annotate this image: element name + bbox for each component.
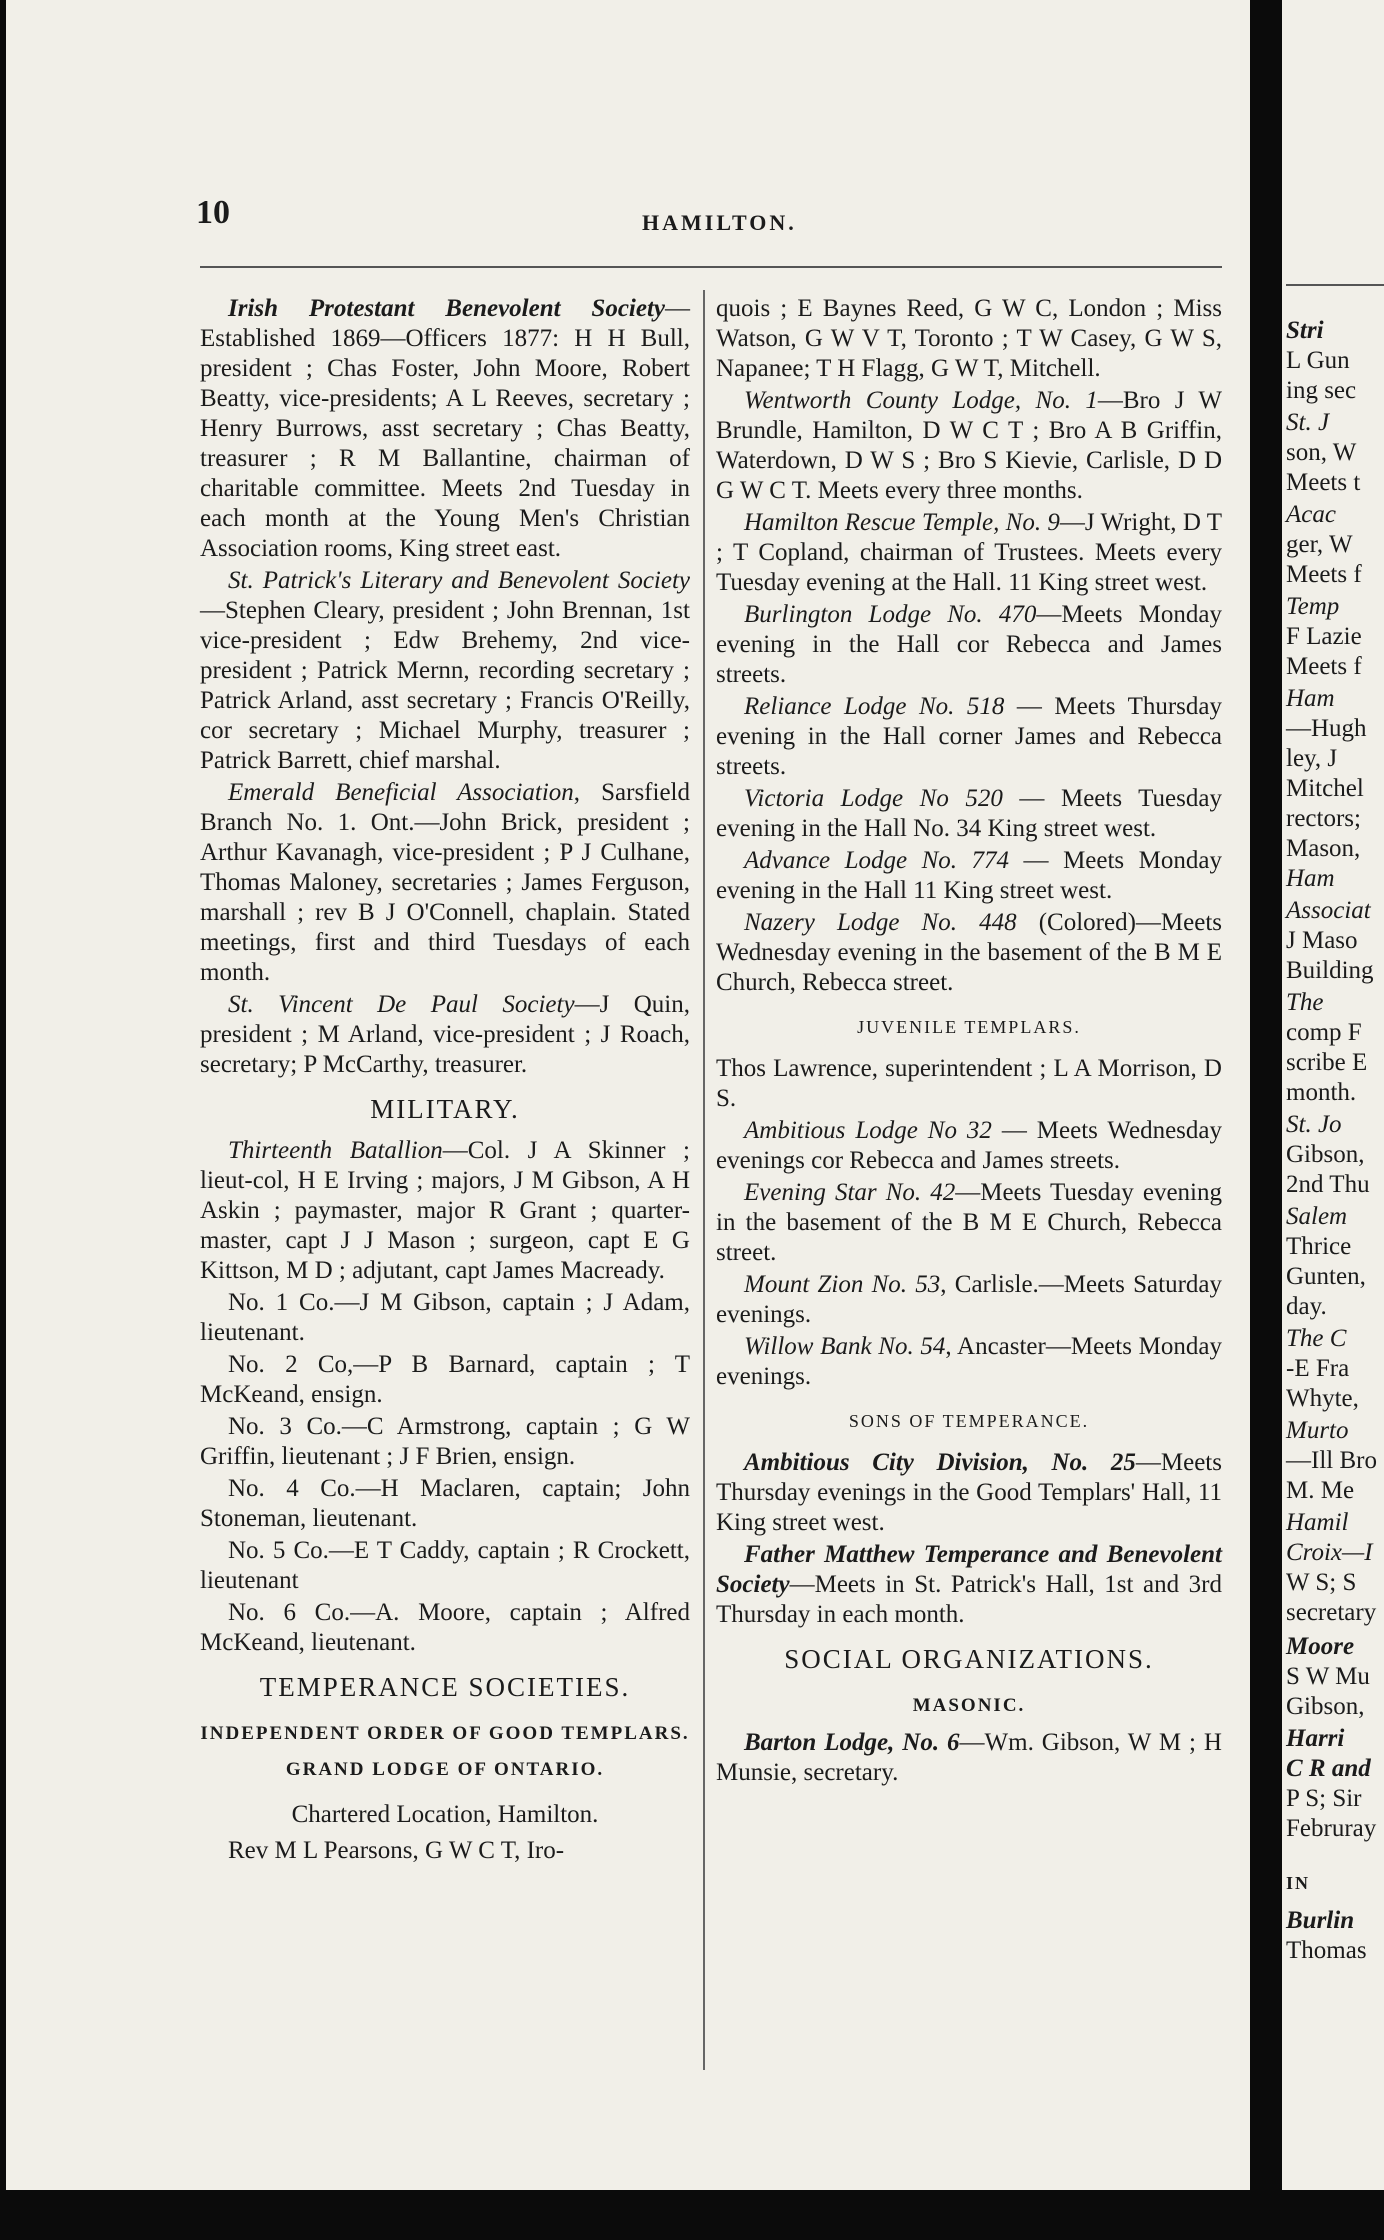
directory-entry [716,1448,1222,1538]
entry-details: — Meets Wednesday evenings cor Rebecca and James streets. [716,1117,1222,1174]
entry-organization-name: Willow Bank No. 54 [744,1333,946,1360]
facing-page-text-fragment: Thrice [1286,1233,1352,1260]
entry-details: , Carlisle.—Meets Saturday evenings. [716,1271,1222,1328]
facing-page-text-fragment: Mitchel [1286,775,1364,802]
facing-page-text-fragment: Hamil [1286,1509,1349,1536]
facing-page-text-fragment: St. Jo [1286,1111,1342,1138]
facing-page-text-fragment: Whyte, [1286,1385,1359,1412]
directory-entry [200,1350,690,1410]
facing-page-text-fragment: F Lazie [1286,623,1362,650]
book-gutter [1250,0,1282,2240]
entry-details: Rev M L Pearsons, G W C T, Iro- [228,1837,565,1864]
facing-page-text-fragment: IN [1286,1873,1311,1893]
entry-organization-name: Evening Star No. 42 [744,1179,956,1206]
facing-page-text-fragment: secretary [1286,1599,1377,1626]
entry-details: No. 4 Co.—H Maclaren, captain; John Stoneman, lieutenant. [200,1475,690,1532]
directory-entry [716,508,1222,598]
facing-page-text-fragment: ing sec [1286,377,1357,404]
directory-entry [200,990,690,1080]
entry-organization-name: St. Patrick's Literary and Benevolent Society [228,567,690,594]
section-heading: MILITARY. [370,1094,520,1124]
section-heading: SOCIAL ORGANIZATIONS. [784,1644,1154,1674]
facing-page-text-fragment: ley, J [1286,745,1338,772]
page-number: 10 [196,194,230,231]
facing-page-text-fragment: W S; S [1286,1569,1357,1596]
facing-page-text-fragment: day. [1286,1293,1327,1320]
entry-organization-name: Father Matthew Temperance and Benevolent Society [716,1541,1222,1598]
running-head: HAMILTON. [642,210,797,235]
entry-organization-name: Nazery Lodge No. 448 [744,909,1017,936]
section-heading: JUVENILE TEMPLARS. [857,1017,1081,1037]
directory-entry [200,1136,690,1286]
entry-organization-name: Reliance Lodge No. 518 [744,693,1005,720]
directory-entry [200,1412,690,1472]
facing-page-text-fragment: Februray [1286,1815,1377,1842]
directory-entry [716,1332,1222,1392]
facing-page-text-fragment: Meets f [1286,561,1362,588]
facing-page-text-fragment: 2nd Thu [1286,1171,1370,1198]
entry-details: —Meets Tuesday evening in the basement of the B M E Church, Rebecca street. [716,1179,1222,1266]
entry-organization-name: Thirteenth Batallion [228,1137,443,1164]
entry-organization-name: Irish Protestant Benevolent Society [228,295,665,322]
entry-organization-name: Hamilton Rescue Temple, No. 9 [744,509,1060,536]
facing-page-text-fragment: son, W [1286,439,1357,466]
directory-entry [716,692,1222,782]
directory-page [6,0,1250,2190]
directory-entry [716,1728,1222,1788]
directory-entry [200,566,690,776]
facing-page-text-fragment: Meets t [1286,469,1361,496]
directory-entry [716,386,1222,506]
facing-page-text-fragment: Burlin [1286,1907,1355,1934]
entry-organization-name: St. Vincent De Paul Society [228,991,575,1018]
directory-entry [200,1598,690,1658]
facing-page-text-fragment: S W Mu [1286,1663,1370,1690]
entry-organization-name: Barton Lodge, No. 6 [744,1729,960,1756]
facing-page-text-fragment: —Hugh [1286,715,1367,742]
section-heading: SONS OF TEMPERANCE. [848,1411,1090,1431]
directory-entry [200,1474,690,1534]
entry-details: , Sarsfield Branch No. 1. Ont.—John Brick, president ; Arthur Kavanagh, vice-president ; P J Culhane, Thomas Maloney, secretaries ; James Ferguson, marshall ; rev B J O'Connell, chaplain. Stated meetings, first and third Tuesdays of each month. [200,779,690,986]
facing-page-text-fragment: month. [1286,1079,1357,1106]
facing-page-text-fragment: The C [1286,1325,1347,1352]
entry-details: —J Quin, president ; M Arland, vice-president ; J Roach, secretary; P McCarthy, treasurer. [200,991,690,1078]
facing-page-text-fragment: Croix—I [1286,1539,1373,1566]
facing-page-text-fragment: ger, W [1286,531,1353,558]
facing-page-rule [1286,284,1384,286]
entry-details: —Stephen Cleary, president ; John Brennan, 1st vice-president ; Edw Brehemy, 2nd vice-president ; Patrick Mernn, recording secretary ; Patrick Arland, asst secretary ; Francis O'Reilly, cor secretary ; Michael Murphy, treasurer ; Patrick Barrett, chief marshal. [200,597,690,774]
facing-page-text-fragment: comp F [1286,1019,1362,1046]
section-heading: INDEPENDENT ORDER OF GOOD TEMPLARS. GRAND LODGE OF ONTARIO. [200,1723,690,1780]
directory-entry-continued: quois ; E Baynes Reed, G W C, London ; Miss Watson, G W V T, Toronto ; T W Casey, G W S, Napanee; T H Flagg, G W T, Mitchell. [716,295,1222,382]
facing-page-text-fragment: Ham [1286,685,1335,712]
location-line: Chartered Location, Hamilton. [291,1801,599,1828]
directory-entry [716,600,1222,690]
entry-details: —Meets Thursday evenings in the Good Templars' Hall, 11 King street west. [716,1449,1222,1536]
entry-details: No. 6 Co.—A. Moore, captain ; Alfred McKeand, lieutenant. [200,1599,690,1656]
directory-entry-continued: Thos Lawrence, superintendent ; L A Morrison, D S. [716,1055,1222,1112]
facing-page-text-fragment: Gibson, [1286,1693,1365,1720]
entry-details: —Wm. Gibson, W M ; H Munsie, secretary. [716,1729,1222,1786]
facing-page-text-fragment: P S; Sir [1286,1785,1362,1812]
section-heading: TEMPERANCE SOCIETIES. [259,1672,631,1702]
facing-page-text-fragment: Associat [1286,897,1371,924]
directory-entry [716,784,1222,844]
entry-details: No. 1 Co.—J M Gibson, captain ; J Adam, lieutenant. [200,1289,690,1346]
directory-entry [200,778,690,988]
entry-organization-name: Ambitious City Division, No. 25 [744,1449,1136,1476]
entry-details: —Established 1869—Officers 1877: H H Bull, president ; Chas Foster, John Moore, Robert Beatty, vice-presidents; A L Reeves, secretary ; Henry Burrows, asst secretary ; Chas Beatty, treasurer ; R M Ballantine, chairman of charitable committee. Meets 2nd Tuesday in each month at the Young Men's Christian Association rooms, King street east. [200,295,690,562]
facing-page-text-fragment: M. Me [1286,1477,1355,1504]
facing-page-text-fragment: Murto [1286,1417,1349,1444]
entry-details: — Meets Monday evening in the Hall 11 King street west. [716,847,1222,904]
facing-page-text-fragment: L Gun [1286,347,1350,374]
facing-page-text-fragment: Stri [1286,317,1324,344]
directory-entry [200,1836,690,1866]
entry-details: —Col. J A Skinner ; lieut-col, H E Irving ; majors, J M Gibson, A H Askin ; paymaster, major R Grant ; quarter-master, capt J J Mason ; surgeon, capt E G Kittson, M D ; adjutant, capt James Macready. [200,1137,690,1284]
facing-page-text-fragment: Gibson, [1286,1141,1365,1168]
facing-page-text-fragment: Salem [1286,1203,1348,1230]
facing-page-text-fragment: Mason, [1286,835,1361,862]
facing-page-text-fragment: J Maso [1286,927,1358,954]
entry-organization-name: Wentworth County Lodge, No. 1 [744,387,1098,414]
header-rule [200,266,1222,268]
facing-page-text-fragment: Harri [1286,1725,1345,1752]
entry-details: —Bro J W Brundle, Hamilton, D W C T ; Bro A B Griffin, Waterdown, D W S ; Bro S Kievie, Carlisle, D D G W C T. Meets every three months. [716,387,1222,504]
entry-details: —J Wright, D T ; T Copland, chairman of Trustees. Meets every Tuesday evening at the Hall. 11 King street west. [716,509,1222,596]
directory-entry [200,1288,690,1348]
entry-details: — Meets Thursday evening in the Hall corner James and Rebecca streets. [716,693,1222,780]
facing-page-text-fragment: Temp [1286,593,1340,620]
facing-page-text-fragment: Ham [1286,865,1335,892]
facing-page-text-fragment: Building [1286,957,1374,984]
facing-page-text-fragment: —Ill Bro [1286,1447,1377,1474]
column-divider [703,290,705,2070]
entry-organization-name: Emerald Beneficial Association [228,779,574,806]
entry-details: , Ancaster—Meets Monday evenings. [716,1333,1223,1390]
entry-organization-name: Burlington Lodge No. 470 [744,601,1037,628]
directory-entry [716,1178,1222,1268]
facing-page-text-fragment: Acac [1286,501,1336,528]
directory-entry [716,1270,1222,1330]
middle-column [716,294,1222,1790]
directory-entry [200,1536,690,1596]
facing-page-text-fragment: Moore [1286,1633,1355,1660]
scan-border [0,2190,1384,2240]
directory-entry [716,1540,1222,1630]
directory-entry [200,294,690,564]
entry-organization-name: Advance Lodge No. 774 [744,847,1010,874]
directory-entry [716,1116,1222,1176]
facing-page-fragment [1282,0,1384,2190]
facing-page-text-fragment: C R and [1286,1755,1371,1782]
directory-entry [716,846,1222,906]
entry-organization-name: Ambitious Lodge No 32 [744,1117,992,1144]
entry-details: No. 5 Co.—E T Caddy, captain ; R Crockett, lieutenant [200,1537,690,1594]
entry-details: No. 3 Co.—C Armstrong, captain ; G W Griffin, lieutenant ; J F Brien, ensign. [200,1413,690,1470]
entry-organization-name: Mount Zion No. 53 [744,1271,941,1298]
entry-details: —Meets Monday evening in the Hall cor Rebecca and James streets. [716,601,1222,688]
facing-page-text-fragment: scribe E [1286,1049,1368,1076]
facing-page-text-fragment: St. J [1286,409,1330,436]
entry-details: —Meets in St. Patrick's Hall, 1st and 3rd Thursday in each month. [716,1571,1222,1628]
entry-details: (Colored)—Meets Wednesday evening in the basement of the B M E Church, Rebecca street. [716,909,1222,996]
facing-page-text-fragment: -E Fra [1286,1355,1350,1382]
section-heading: MASONIC. [912,1695,1026,1716]
entry-details: — Meets Tuesday evening in the Hall No. 34 King street west. [716,785,1222,842]
facing-page-text-fragment: rectors; [1286,805,1361,832]
entry-details: No. 2 Co,—P B Barnard, captain ; T McKeand, ensign. [200,1351,690,1408]
facing-page-text-fragment: Gunten, [1286,1263,1366,1290]
facing-page-text-fragment: Meets f [1286,653,1362,680]
facing-page-text-fragment: The [1286,989,1324,1016]
entry-organization-name: Victoria Lodge No 520 [744,785,1003,812]
left-column [200,294,690,1868]
directory-entry [716,908,1222,998]
facing-page-text-fragment: Thomas [1286,1937,1367,1964]
